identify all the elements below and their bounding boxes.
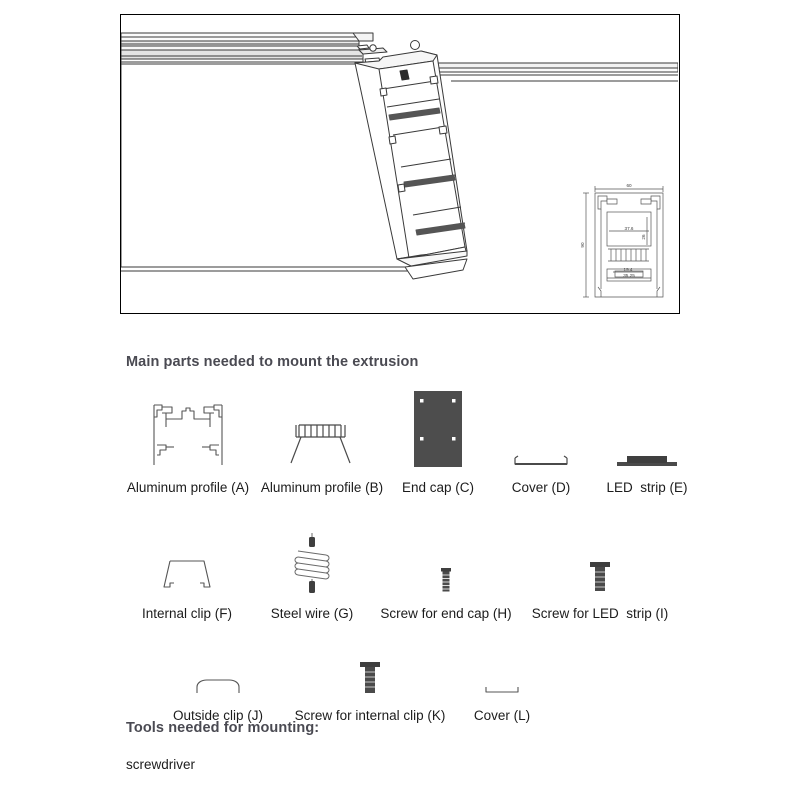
channel-profile-icon (142, 383, 234, 469)
flat-cover-strip-icon (510, 383, 572, 469)
cross-section-dimension-drawing (577, 179, 673, 305)
dim-overall-height: 90 (580, 242, 585, 248)
parts-row-3 (120, 632, 700, 722)
part-internal-clip-f (120, 526, 254, 620)
dim-overall-width: 60 (626, 183, 632, 188)
tools-needed-heading: Tools needed for mounting: (126, 720, 320, 736)
part-outside-clip-j (150, 632, 286, 722)
parts-row-1 (120, 382, 700, 494)
part-label-outside-clip-j: Outside clip (J) (172, 707, 264, 723)
part-cover-d (488, 382, 594, 494)
part-screw-for-internal-clip-k (286, 632, 454, 722)
tools-list-item: screwdriver (126, 757, 196, 772)
dim-inner-width: 37.6 (624, 226, 634, 231)
part-label-cover-d: Cover (D) (511, 479, 571, 495)
part-led-strip-e (594, 382, 700, 494)
part-label-screw-for-led-strip-i: Screw for LED strip (I) (531, 605, 669, 621)
part-aluminum-profile-b (256, 382, 388, 494)
small-screw-icon (435, 531, 457, 595)
part-label-screw-for-internal-clip-k: Screw for internal clip (K) (294, 707, 446, 723)
finned-profile-icon (283, 383, 361, 469)
dim-inner-height: 26 (641, 234, 646, 240)
parts-row-2 (120, 526, 700, 620)
end-cap-plate-icon (410, 383, 466, 469)
main-parts-heading: Main parts needed to mount the extrusion (126, 354, 419, 370)
large-screw-icon (586, 531, 614, 595)
part-label-steel-wire-g: Steel wire (G) (270, 605, 354, 621)
large-screw-icon (356, 639, 384, 697)
led-strip-bar-icon (613, 383, 681, 469)
part-screw-for-end-cap-h (370, 526, 522, 620)
part-steel-wire-g (254, 526, 370, 620)
dim-led-channel-width: 19.4 (623, 267, 633, 272)
extrusion-cross-section-dimension-drawing (577, 179, 673, 305)
part-label-aluminum-profile-b: Aluminum profile (B) (260, 479, 384, 495)
part-screw-for-led-strip-i (522, 526, 678, 620)
part-label-aluminum-profile-a: Aluminum profile (A) (126, 479, 250, 495)
part-label-cover-l: Cover (L) (473, 707, 531, 723)
part-label-internal-clip-f: Internal clip (F) (141, 605, 233, 621)
part-cover-l (454, 632, 550, 722)
part-aluminum-profile-a (120, 382, 256, 494)
part-label-end-cap-c: End cap (C) (401, 479, 475, 495)
bracket-cover-icon (480, 639, 524, 697)
row3-spacer (120, 632, 150, 722)
technical-drawing-frame (120, 14, 680, 314)
coiled-spring-wire-icon (290, 531, 334, 595)
trapezoid-clip-icon (156, 531, 218, 595)
part-label-screw-for-end-cap-h: Screw for end cap (H) (380, 605, 512, 621)
part-end-cap-c (388, 382, 488, 494)
part-label-led-strip-e: LED strip (E) (606, 479, 688, 495)
arc-clip-icon (191, 639, 245, 697)
dim-base-channel-width: 35.25 (623, 273, 635, 278)
